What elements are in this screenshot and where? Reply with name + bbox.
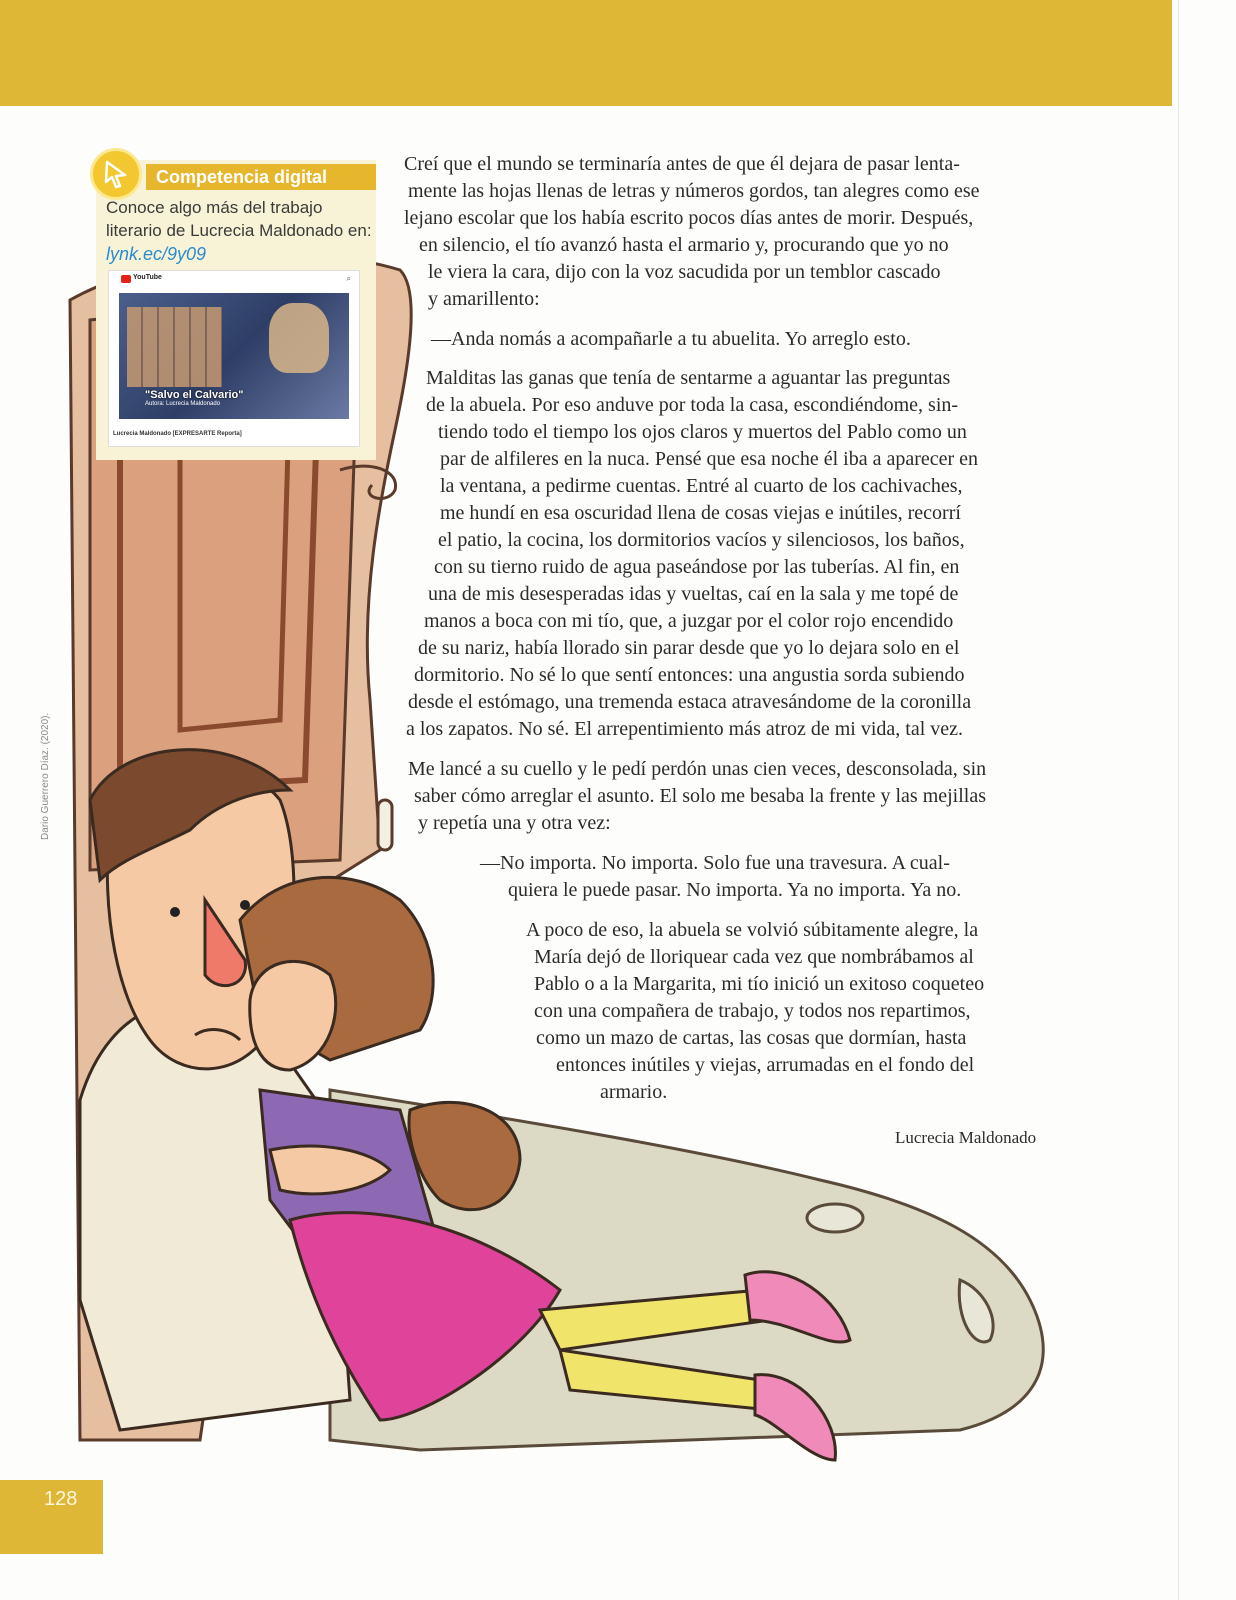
video-thumbnail[interactable] xyxy=(108,270,360,447)
youtube-logo-icon xyxy=(121,275,131,283)
text-line: me hundí en esa oscuridad llena de cosas viejas e inútiles, recorrí xyxy=(440,502,961,524)
text-line: el patio, la cocina, los dormitorios vacíos y silenciosos, los baños, xyxy=(438,529,965,551)
text-line: le viera la cara, dijo con la voz sacudida por un temblor cascado xyxy=(428,261,941,283)
text-line: a los zapatos. No sé. El arrepentimiento más atroz de mi vida, tal vez. xyxy=(406,718,964,740)
video-title: "Salvo el Calvario" xyxy=(145,389,244,401)
text-line: Pablo o a la Margarita, mi tío inició un exitoso coqueteo xyxy=(534,973,985,995)
dialogue-line: —Anda nomás a acompañarle a tu abuelita. Yo arreglo esto. xyxy=(431,328,911,350)
text-line: como un mazo de cartas, las cosas que dormían, hasta xyxy=(536,1027,967,1049)
text-line: Malditas las ganas que tenía de sentarme a aguantar las preguntas xyxy=(426,367,951,389)
text-line: una de mis desesperadas idas y vueltas, caí en la sala y me topé de xyxy=(428,583,959,605)
page-number: 128 xyxy=(44,1488,78,1510)
text-line: la ventana, a pedirme cuentas. Entré al cuarto de los cachivaches, xyxy=(440,475,963,497)
text-line: de su nariz, había llorado sin parar desde que yo lo dejara solo en el xyxy=(418,637,960,659)
video-subtitle: Autora: Lucrecia Maldonado xyxy=(145,401,221,407)
video-frame[interactable] xyxy=(119,293,349,419)
text-line: Me lancé a su cuello y le pedí perdón unas cien veces, desconsolada, sin xyxy=(408,758,987,780)
digital-link[interactable]: lynk.ec/9y09 xyxy=(106,244,207,264)
digital-description: Conoce algo más del trabajo literario de Lucrecia Maldonado en: xyxy=(106,198,372,240)
dialogue-line: quiera le puede pasar. No importa. Ya no importa. Ya no. xyxy=(508,879,962,901)
cursor-icon xyxy=(90,148,142,200)
text-line: par de alfileres en la nuca. Pensé que esa noche él iba a aparecer en xyxy=(440,448,979,470)
drawers-image xyxy=(127,307,222,387)
text-line: armario. xyxy=(600,1081,668,1103)
person-image xyxy=(269,303,329,373)
text-line: A poco de eso, la abuela se volvió súbitamente alegre, la xyxy=(526,919,979,941)
text-line: tiendo todo el tiempo los ojos claros y muertos del Pablo como un xyxy=(438,421,967,443)
author-signature: Lucrecia Maldonado xyxy=(895,1128,1037,1147)
video-topbar xyxy=(109,271,359,289)
text-line: y repetía una y otra vez: xyxy=(418,812,611,834)
youtube-wordmark: YouTube xyxy=(133,274,162,281)
text-line: entonces inútiles y viejas, arrumadas en el fondo del xyxy=(556,1054,975,1076)
text-line: María dejó de lloriquear cada vez que nombrábamos al xyxy=(534,946,974,968)
text-line: mente las hojas llenas de letras y números gordos, tan alegres como ese xyxy=(408,180,980,202)
text-line: con su tierno ruido de agua paseándose por las tuberías. Al fin, en xyxy=(434,556,960,578)
text-line: saber cómo arreglar el asunto. El solo me besaba la frente y las mejillas xyxy=(414,785,987,807)
text-line: de la abuela. Por eso anduve por toda la casa, escondiéndome, sin- xyxy=(426,394,959,416)
dialogue-line: —No importa. No importa. Solo fue una travesura. A cual- xyxy=(480,852,950,874)
text-line: lejano escolar que los había escrito pocos días antes de morir. Después, xyxy=(404,207,974,229)
text-line: Creí que el mundo se terminaría antes de que él dejara de pasar lenta- xyxy=(404,153,960,175)
illustration-credit: Dario Guerrero Díaz. (2020). xyxy=(40,712,51,840)
text-line: con una compañera de trabajo, y todos nos repartimos, xyxy=(534,1000,971,1022)
digital-header: Competencia digital xyxy=(146,164,376,190)
digital-competence-box xyxy=(96,160,376,460)
text-line: en silencio, el tío avanzó hasta el armario y, procurando que yo no xyxy=(419,234,949,256)
text-line: desde el estómago, una tremenda estaca atravesándome de la coronilla xyxy=(408,691,972,713)
text-line: dormitorio. No sé lo que sentí entonces: una angustia sorda subiendo xyxy=(414,664,965,686)
video-caption: Lucrecia Maldonado [EXPRESARTE Reporta] xyxy=(113,431,242,437)
text-line: manos a boca con mi tío, que, a juzgar por el color rojo encendido xyxy=(424,610,954,632)
search-icon: ⌕ xyxy=(346,274,351,283)
text-line: y amarillento: xyxy=(428,288,540,310)
